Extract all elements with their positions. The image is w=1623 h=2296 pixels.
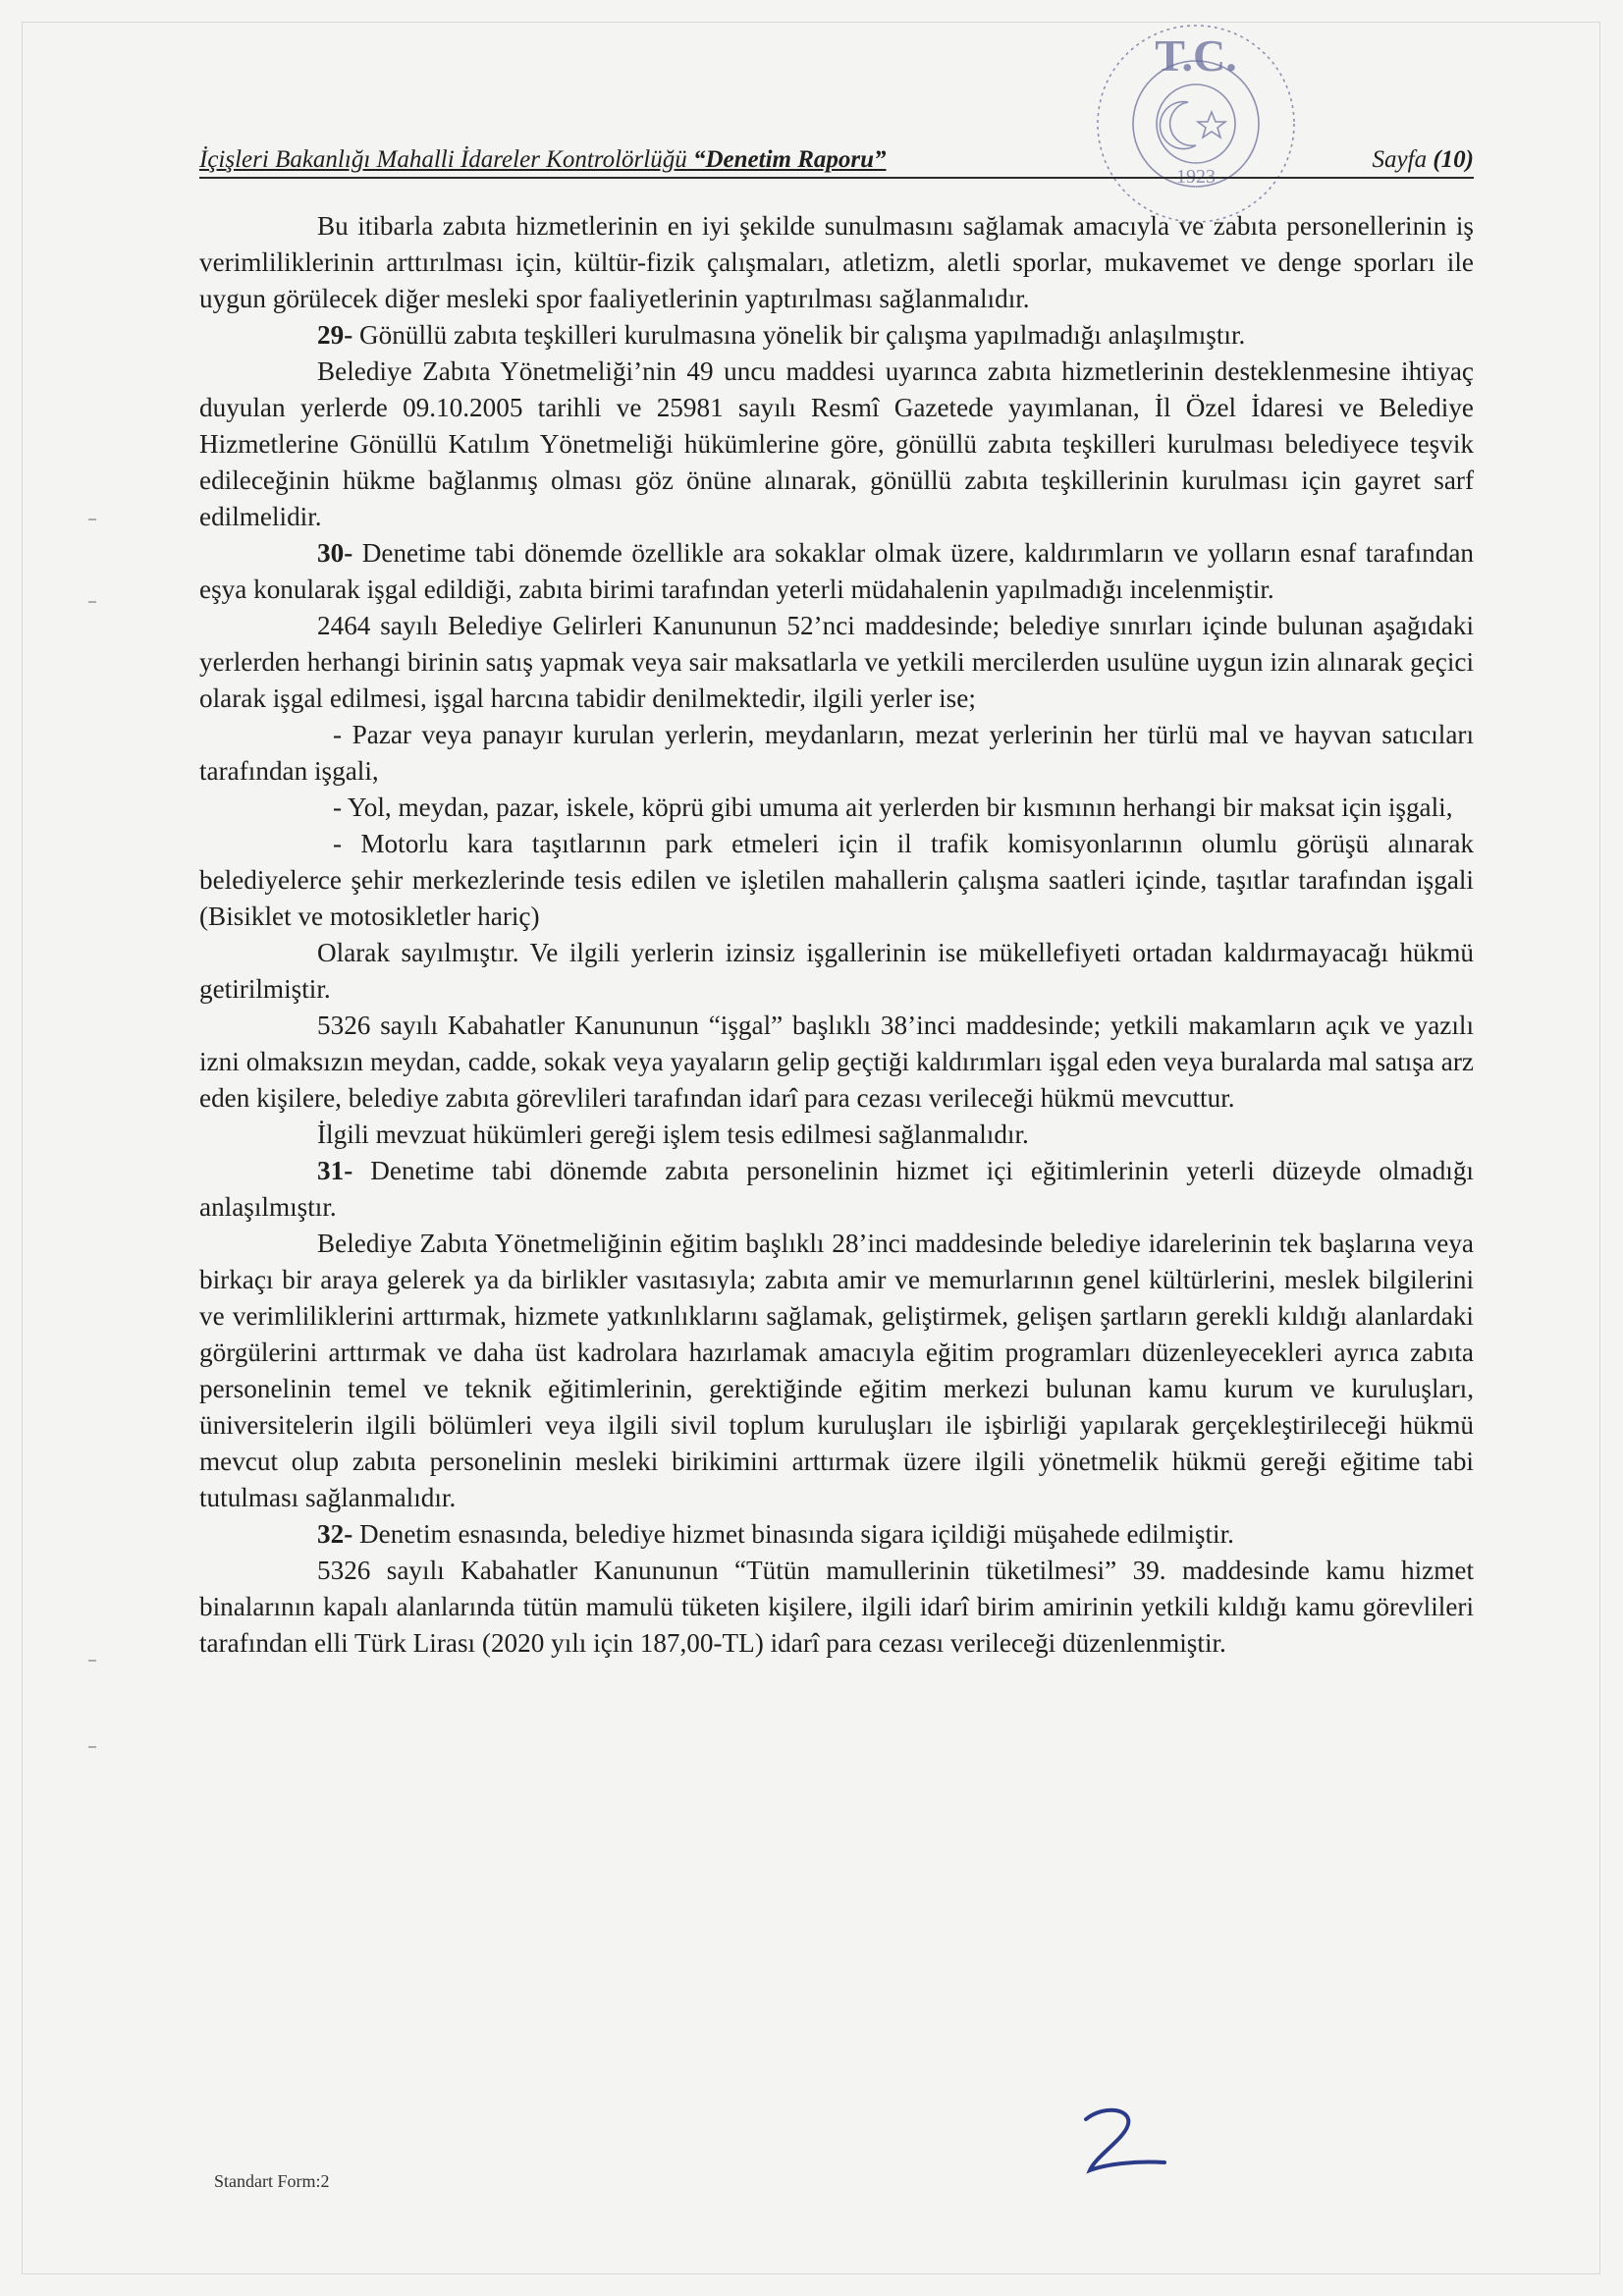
body-paragraph (199, 354, 1474, 535)
body-paragraph (199, 1008, 1474, 1117)
finding-paragraph (199, 317, 1474, 354)
report-body (199, 208, 1474, 1662)
margin-mark (88, 1660, 96, 1662)
paragraph-text: Denetime tabi dönemde özellikle ara sokaklar olmak üzere, kaldırımların ve yolların esnaf tarafından eşya konularak işgal edildiği, zabıta birimi tarafından yeterli müdahalenin yapılmadığı incelenmiştir. (199, 538, 1474, 604)
body-paragraph (199, 1117, 1474, 1153)
paragraph-text: Olarak sayılmıştır. Ve ilgili yerlerin izinsiz işgallerinin ise mükellefiyeti ortadan kaldırmayacağı hükmü getirilmiştir. (199, 938, 1474, 1004)
paragraph-text: Belediye Zabıta Yönetmeliği’nin 49 uncu maddesi uyarınca zabıta hizmetlerinin desteklenmesine ihtiyaç duyulan yerlerde 09.10.2005 tarihli ve 25981 sayılı Resmî Gazetede yayımlanan, İl Özel İdaresi ve Belediye Hizmetlerine Gönüllü Katılım Yönetmeliği hükümlerine göre, gönüllü zabıta teşkilleri kurulması belediyece teşvik edileceğinin hükme bağlanmış olması göz önüne alınarak, gönüllü zabıta teşkillerinin kurulması için gayret sarf edilmelidir. (199, 356, 1474, 531)
paragraph-text: Gönüllü zabıta teşkilleri kurulmasına yönelik bir çalışma yapılmadığı anlaşılmıştır. (352, 320, 1246, 350)
paragraph-text: Denetim esnasında, belediye hizmet binasında sigara içildiği müşahede edilmiştir. (352, 1519, 1234, 1549)
official-seal-stamp (1049, 14, 1343, 240)
paragraph-text: 5326 sayılı Kabahatler Kanununun “işgal” başlıklı 38’inci maddesinde; yetkili makamların açık ve yazılı izni olmaksızın meydan, cadde, sokak veya yayaların gelip geçtiği kaldırımları işgal eden veya buralarda mal satışa arz eden kişilere, belediye zabıta görevlileri tarafından idarî para cezası verileceği hükmü mevcuttur. (199, 1011, 1474, 1113)
finding-number: 29- (317, 320, 353, 350)
paragraph-text: 5326 sayılı Kabahatler Kanununun “Tütün mamullerinin tüketilmesi” 39. maddesinde kamu hizmet binalarının kapalı alanlarında tütün mamulü tüketen kişilere, ilgili idarî birim amirinin yetkili kıldığı kamu görevlileri tarafından elli Türk Lirası (2020 yılı için 187,00-TL) idarî para cezası verileceği düzenlenmiştir. (199, 1556, 1474, 1658)
form-label: Standart Form:2 (214, 2171, 330, 2191)
paragraph-text: - Pazar veya panayır kurulan yerlerin, meydanların, mezat yerlerinin her türlü mal ve hayvan satıcıları tarafından işgali, (199, 720, 1474, 786)
body-paragraph (199, 608, 1474, 717)
handwritten-signature (1066, 2102, 1182, 2188)
list-item (199, 826, 1474, 935)
finding-number: 32- (317, 1519, 353, 1549)
body-paragraph (199, 208, 1474, 317)
page-number: Sayfa (10) (1372, 146, 1474, 173)
list-item (199, 790, 1474, 826)
finding-number: 31- (317, 1156, 353, 1185)
list-item (199, 717, 1474, 790)
finding-paragraph (199, 1153, 1474, 1226)
margin-mark (88, 1746, 96, 1748)
finding-paragraph (199, 535, 1474, 608)
paragraph-text: Belediye Zabıta Yönetmeliğinin eğitim başlıklı 28’inci maddesinde belediye idarelerinin tek başlarına veya birkaçı bir araya gelerek ya da birlikler vasıtasıyla; zabıta amir ve memurlarının genel kültürlerini, meslek bilgilerini ve verimliliklerini arttırmak, hizmete yatkınlıklarını sağlamak, geliştirmek, gelişen şartların gerekli kıldığı alanlardaki görgülerini arttırmak ve daha üst kadrolara hazırlamak amacıyla eğitim programları düzenleyecekleri ayrıca zabıta personelinin temel ve teknik eğitimlerinin, gerektiğinde eğitim merkezi bulunan kamu kurum ve kuruluşları, üniversitelerin ilgili bölümleri veya ilgili sivil toplum kuruluşları ile işbirliği yapılarak gerçekleştirileceği hükmü mevcut olup zabıta personelinin mesleki birikimini arttırmak üzere ilgili yönetmelik hükmü gereği eğitime tabi tutulması sağlanmalıdır. (199, 1229, 1474, 1512)
paragraph-text: - Yol, meydan, pazar, iskele, köprü gibi umuma ait yerlerden bir kısmının herhangi bir maksat için işgali, (333, 793, 1453, 822)
paragraph-text: Denetime tabi dönemde zabıta personelinin hizmet içi eğitimlerinin yeterli düzeyde olmadığı anlaşılmıştır. (199, 1156, 1474, 1222)
body-paragraph (199, 935, 1474, 1008)
margin-mark (88, 601, 96, 603)
finding-paragraph (199, 1516, 1474, 1553)
paragraph-text: Bu itibarla zabıta hizmetlerinin en iyi şekilde sunulmasını sağlamak amacıyla ve zabıta personellerinin iş verimliliklerinin arttırılması için, kültür-fizik çalışmaları, atletizm, aletli sporlar, mukavemet ve denge sporları ile uygun görülecek diğer mesleki spor faaliyetlerinin yaptırılması sağlanmalıdır. (199, 211, 1474, 313)
report-name: “Denetim Raporu” (692, 146, 887, 173)
body-paragraph (199, 1226, 1474, 1516)
stamp-emblem-text: T.C. (1155, 30, 1237, 81)
margin-mark (88, 519, 96, 520)
paragraph-text: - Motorlu kara taşıtlarının park etmeleri için il trafik komisyonlarının olumlu görüşü alınarak belediyelerce şehir merkezlerinde tesis edilen ve işletilen mahallerin çalışma saatleri içinde, taşıtlar tarafından işgali (Bisiklet ve motosikletler hariç) (199, 829, 1474, 931)
paragraph-text: İlgili mevzuat hükümleri gereği işlem tesis edilmesi sağlanmalıdır. (317, 1120, 1029, 1149)
finding-number: 30- (317, 538, 353, 568)
page-header (199, 143, 1474, 179)
report-header-title: İçişleri Bakanlığı Mahalli İdareler Kontrolörlüğü “Denetim Raporu” (199, 146, 887, 173)
stamp-year-text: 1923 (1176, 166, 1216, 188)
paragraph-text: 2464 sayılı Belediye Gelirleri Kanununun 52’nci maddesinde; belediye sınırları içinde bulunan aşağıdaki yerlerden herhangi birinin satış yapmak veya sair maksatlarla ve yetkili mercilerden usulüne uygun izin alınarak geçici olarak işgal edilmesi, işgal harcına tabidir denilmektedir, ilgili yerler ise; (199, 611, 1474, 713)
body-paragraph (199, 1553, 1474, 1662)
